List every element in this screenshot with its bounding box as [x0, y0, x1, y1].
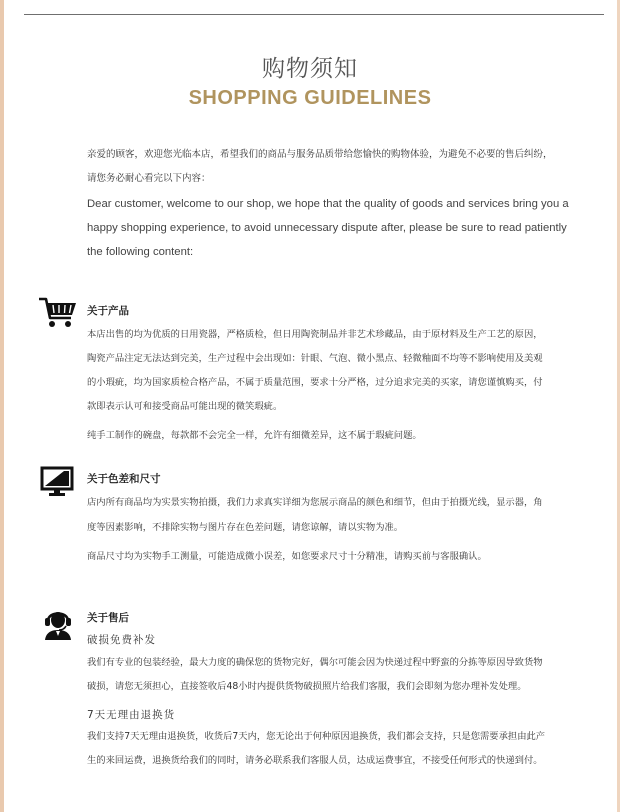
- aftersale-sub-title-2: 7天无理由退换货: [87, 709, 176, 721]
- color-line-1: 店内所有商品均为实景实物拍摄，我们力求真实详细为您展示商品的颜色和细节，但由于拍摄光线，显示器，角: [87, 497, 543, 508]
- product-note: 纯手工制作的碗盘，每款都不会完全一样，允许有细微差异，这不属于瑕疵问题。: [87, 430, 422, 441]
- page-title-english: SHOPPING GUIDELINES: [188, 87, 432, 109]
- customer-service-icon: [42, 605, 74, 645]
- product-line-1: 本店出售的均为优质的日用瓷器，严格质检，但日用陶瓷制品并非艺术珍藏品，由于原材料及生产工艺的原因，: [87, 329, 543, 340]
- section-title-color: 关于色差和尺寸: [87, 473, 161, 485]
- intro-en-line-3: the following content:: [87, 246, 194, 258]
- product-line-4: 款即表示认可和接受商品可能出现的微笑瑕疵。: [87, 401, 283, 412]
- page-title-chinese: 购物须知: [262, 56, 358, 82]
- intro-cn-line-1: 亲爱的顾客，欢迎您光临本店，希望我们的商品与服务品质带给您愉快的购物体验，为避免不必要的售后纠纷，: [87, 149, 553, 160]
- aftersale-sub2-line-2: 生的来回运费，退换货给我们的同时，请务必联系我们客服人员，达成运费事宜，不接受任何形式的快递到付。: [87, 755, 543, 766]
- section-title-aftersale: 关于售后: [87, 612, 129, 624]
- intro-cn-line-2: 请您务必耐心看完以下内容：: [87, 173, 211, 184]
- aftersale-sub2-line-1: 我们支持7天无理由退换货，收货后7天内，您无论出于何种原因退换货，我们都会支持，只是您需要承担由此产: [87, 731, 546, 742]
- color-line-2: 度等因素影响，不排除实物与图片存在色差问题，请您谅解，请以实物为准。: [87, 522, 404, 533]
- section-title-product: 关于产品: [87, 305, 129, 317]
- intro-en-line-1: Dear customer, welcome to our shop, we hope that the quality of goods and services bring you a: [87, 198, 569, 210]
- shopping-cart-icon: [38, 296, 78, 334]
- color-note: 商品尺寸均为实物手工测量，可能造成微小误差，如您要求尺寸十分精准，请购买前与客服确认。: [87, 551, 487, 562]
- top-divider: [24, 14, 604, 15]
- product-line-2: 陶瓷产品注定无法达到完美，生产过程中会出现如：针眼、气泡、微小黑点、轻微釉面不均等不影响使用及美观: [87, 353, 543, 364]
- intro-en-line-2: happy shopping experience, to avoid unnecessary dispute after, please be sure to read patiently: [87, 222, 567, 234]
- aftersale-sub-title-1: 破损免费补发: [87, 634, 156, 646]
- monitor-icon: [40, 466, 74, 502]
- product-line-3: 的小瑕疵，均为国家质检合格产品，不属于质量范围，要求十分严格，过分追求完美的买家，请您谨慎购买，付: [87, 377, 543, 388]
- left-edge-stripe: [0, 0, 4, 812]
- aftersale-sub1-line-1: 我们有专业的包装经验，最大力度的确保您的货物完好，偶尔可能会因为快递过程中野蛮的分拣等原因导致货物: [87, 657, 543, 668]
- aftersale-sub1-line-2: 破损，请您无须担心，直接签收后48小时内提供货物破损照片给我们客服，我们会即刻为您办理补发处理。: [87, 681, 527, 692]
